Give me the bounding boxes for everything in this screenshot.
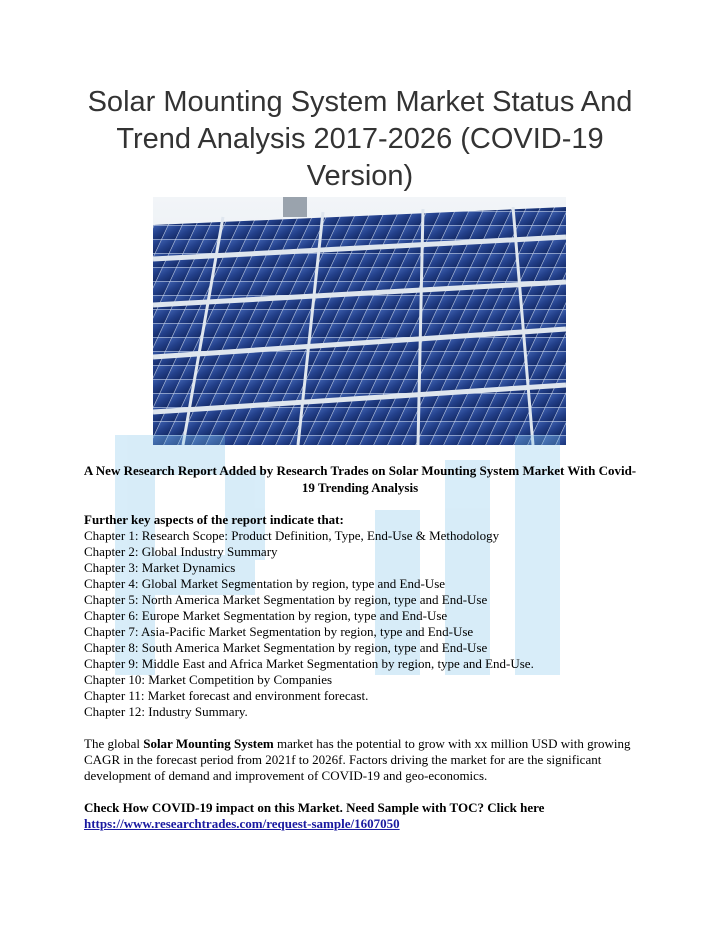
- product-name: Solar Mounting System: [143, 736, 274, 751]
- chapter-item: Chapter 10: Market Competition by Companies: [84, 672, 333, 687]
- chapter-item: Chapter 5: North America Market Segmentation by region, type and End-Use: [84, 592, 488, 607]
- chapter-item: Chapter 8: South America Market Segmentation by region, type and End-Use: [84, 640, 488, 655]
- chapter-item: Chapter 1: Research Scope: Product Definition, Type, End-Use & Methodology: [84, 528, 500, 543]
- chapter-item: Chapter 9: Middle East and Africa Market Segmentation by region, type and End-Use.: [84, 656, 534, 671]
- chapter-item: Chapter 2: Global Industry Summary: [84, 544, 278, 559]
- request-sample-link[interactable]: https://www.researchtrades.com/request-sample/1607050: [84, 816, 400, 831]
- chapter-item: Chapter 7: Asia-Pacific Market Segmentation by region, type and End-Use: [84, 624, 474, 639]
- subtitle: A New Research Report Added by Research Trades on Solar Mounting System Market With Covid-19 Trending Analysis: [83, 463, 637, 495]
- market-paragraph: The global Solar Mounting System market has the potential to grow with xx million USD with growing CAGR in the forecast period from 2021f to 2026f. Factors driving the market for are the significant development of demand and improvement of COVID-19 and geo-economics.: [84, 736, 631, 783]
- chapter-item: Chapter 6: Europe Market Segmentation by region, type and End-Use: [84, 608, 448, 623]
- key-aspects-heading: Further key aspects of the report indicate that:: [84, 512, 344, 527]
- cta-text: Check How COVID-19 impact on this Market. Need Sample with TOC? Click here: [84, 800, 545, 815]
- solar-panels-photo: [153, 197, 566, 445]
- chapter-item: Chapter 11: Market forecast and environment forecast.: [84, 688, 369, 703]
- chapter-item: Chapter 12: Industry Summary.: [84, 704, 248, 719]
- chapter-item: Chapter 3: Market Dynamics: [84, 560, 236, 575]
- chapter-item: Chapter 4: Global Market Segmentation by region, type and End-Use: [84, 576, 446, 591]
- report-body: [84, 512, 644, 832]
- document-title: Solar Mounting System Market Status And Trend Analysis 2017-2026 (COVID-19 Version): [87, 86, 633, 192]
